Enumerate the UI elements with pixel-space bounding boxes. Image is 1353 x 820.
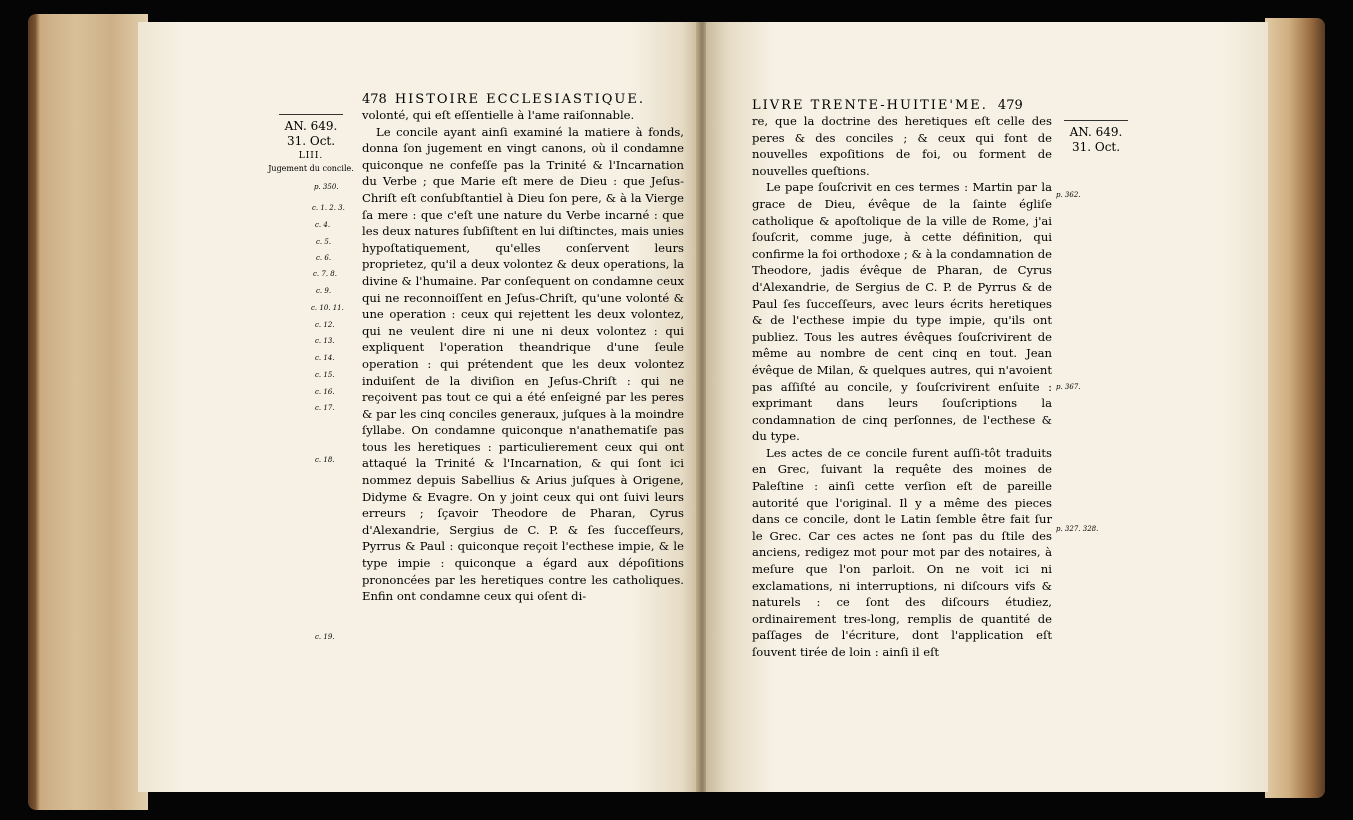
right-margin-note: p. 367. (1056, 383, 1081, 391)
paragraph: Les actes de ce concile furent auſſi-tôt traduits en Grec, ſuivant la requête des moines de Paleſtine : ainſi cette verſion eſt de pareille autorité que l'original. Il y a même des pieces dans ce concile, dont le Latin ſemble être fait ſur le Grec. Car ces actes ne ſont pas du ſtile des anciens, redigez mot pour mot par des notaires, à meſure que l'on parloit. On ne voit ici ni exclamations, ni interruptions, ni diſcours vifs & naturels : ce ſont des diſcours étudiez, ordinairement tres-long, remplis de quantité de paſſages de l'écriture, dont l'application eſt ſouvent tirée de loin : ainſi il eſt (752, 445, 1052, 659)
right-margin-note: p. 362. (1056, 191, 1081, 199)
right-running-title: LIVRE TRENTE-HUITIE'ME. (752, 98, 988, 113)
left-margin-note: c. 19. (315, 633, 335, 641)
right-page-number: 479 (997, 98, 1023, 113)
paragraph: volonté, qui eſt eſſentielle à l'ame raiſonnable. (362, 108, 635, 122)
left-margin-note: c. 13. (315, 337, 335, 345)
right-page-edges (1265, 18, 1325, 798)
left-margin-note: c. 17. (315, 404, 335, 412)
left-margin-note: c. 9. (316, 287, 332, 295)
left-body-text (362, 107, 684, 605)
left-margin-note: c. 4. (315, 221, 331, 229)
left-margin-note: c. 18. (315, 456, 335, 464)
right-body-text (752, 113, 1052, 661)
left-margin-note: c. 1. 2. 3. (312, 204, 345, 212)
left-running-head (362, 92, 645, 107)
left-running-title: HISTOIRE ECCLESIASTIQUE. (394, 92, 645, 107)
left-margin-note: c. 16. (315, 388, 335, 396)
left-margin-note: c. 14. (315, 354, 335, 362)
right-margin-note: p. 327. 328. (1056, 525, 1099, 533)
left-margin-note: c. 6. (316, 254, 332, 262)
left-margin-note: p. 350. (314, 183, 339, 191)
left-page-edges (28, 14, 148, 810)
left-margin-note: c. 12. (315, 321, 335, 329)
left-margin-date: 31. Oct. (286, 134, 336, 148)
left-margin-year: AN. 649. (284, 119, 338, 133)
left-page-number: 478 (362, 92, 387, 107)
margin-rule (1064, 120, 1128, 121)
paragraph: Le pape ſouſcrivit en ces termes : Martin par la grace de Dieu, évêque de la ſainte égliſe catholique & apoſtolique de la ville de Rome, j'ai ſouſcrit, comme juge, à cette définition, qui confirme la foi orthodoxe ; & à la condamnation de Theodore, jadis évêque de Pharan, de Cyrus d'Alexandrie, de Sergius de C. P. de Pyrrus & de Paul ſes ſucceſſeurs, avec leurs écrits heretiques & de l'ecthese impie du type impie, qu'ils ont publiez. Tous les autres évêques ſouſcrivirent de même au nombre de cent cinq en tout. Jean évêque de Milan, & quelques autres, qui n'avoient pas aſſiſté au concile, y ſouſcrivirent enſuite : exprimant dans leurs ſouſcriptions la condamnation de cinq perſonnes, de l'ecthese & du type. (752, 180, 1052, 444)
right-margin-year: AN. 649. (1069, 125, 1123, 139)
left-margin-note: c. 15. (315, 371, 335, 379)
margin-rule (279, 114, 343, 115)
left-margin-roman: LIII. (298, 151, 324, 161)
right-margin-header (1052, 120, 1140, 155)
right-running-head (752, 98, 1031, 113)
left-margin-note: c. 7. 8. (313, 270, 337, 278)
left-margin-header (268, 114, 354, 173)
left-margin-subject: Jugement du concile. (268, 164, 354, 173)
left-margin-note: c. 5. (316, 238, 332, 246)
paragraph: Le concile ayant ainſi examiné la matiere à fonds, donna ſon jugement en vingt canons, où il condamne quiconque ne confeſſe pas la Trinité & l'Incarnation du Verbe ; que Marie eſt mere de Dieu : que Jeſus-Chriſt eſt conſubſtantiel à Dieu ſon pere, & à la Vierge ſa mere : que c'eſt une nature du Verbe incarné : que les deux natures ſubſiſtent en lui diſtinctes, mais unies hypoſtatiquement, qu'elles conſervent leurs proprietez, qu'il a deux volontez & deux operations, la divine & l'humaine. Par conſequent on condamne ceux qui ne reconnoiſſent en Jeſus-Chriſt, qu'une volonté & une operation : ceux qui rejettent les deux volontez, qui ne veulent dire ni une ni deux volontez : qui expliquent l'operation theandrique d'une ſeule operation : qui prétendent que les deux volontez induiſent de la diviſion en Jeſus-Chriſt : qui ne reçoivent pas tout ce qui a été enſeigné par les peres & par les cinq conciles generaux, juſques à la moindre ſyllabe. On condamne quiconque n'anathematiſe pas tous les heretiques : particulierement ceux qui ont attaqué la Trinité & l'Incarnation, & qui ſont ici nommez depuis Sabellius & Arius juſques à Origene, Didyme & Evagre. On y joint ceux qui ont ſuivi leurs erreurs ; ſçavoir Theodore de Pharan, Cyrus d'Alexandrie, Sergius de C. P. & ſes ſucceſſeurs, Pyrrus & Paul : quiconque reçoit l'ecthese impie, & le type impie : quiconque a égard aux dépoſitions prononcées par les heretiques contre les catholiques. Enfin ont condamne ceux qui oſent di- (362, 124, 684, 604)
paragraph: re, que la doctrine des heretiques eſt celle des peres & des conciles ; & ceux qui font de nouvelles expoſitions de foi, ou forment de nouvelles queſtions. (752, 114, 1052, 178)
left-margin-note: c. 10. 11. (311, 304, 344, 312)
right-margin-date: 31. Oct. (1071, 140, 1121, 154)
